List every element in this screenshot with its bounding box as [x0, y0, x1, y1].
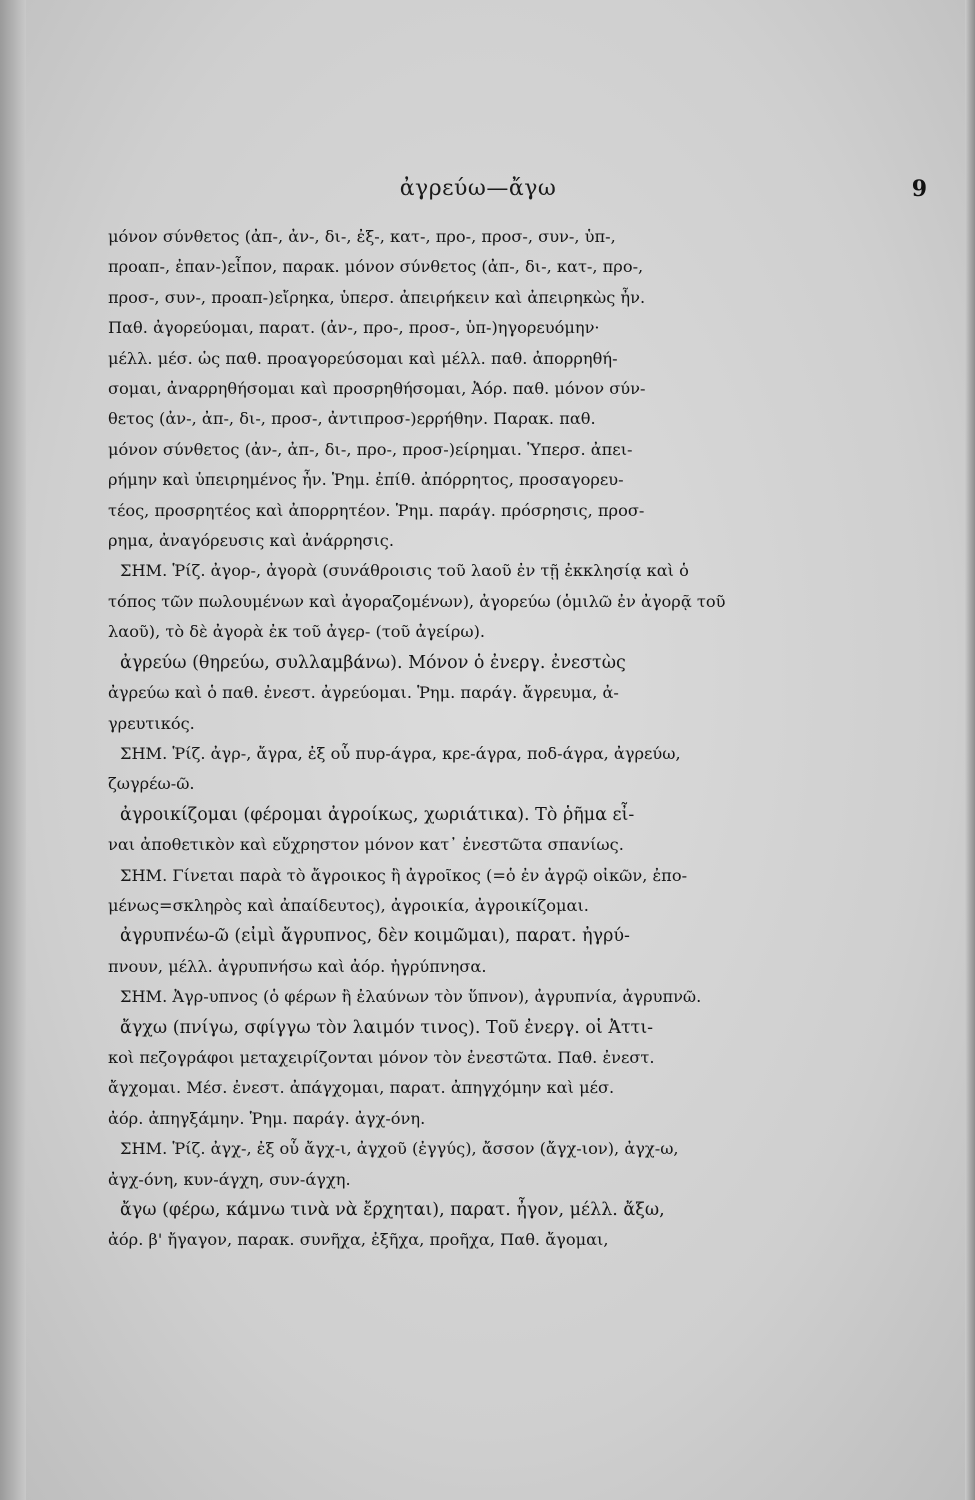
text-line: μέλλ. μέσ. ὡς παθ. προαγορεύσομαι καὶ μέλλ. παθ. ἀπορρηθή- — [108, 348, 618, 368]
running-title: ἀγρεύω—ἄγω — [399, 176, 557, 201]
text-line: προαπ-, ἐπαν-)εἶπον, παρακ. μόνον σύνθετος (ἀπ-, δι-, κατ-, προ-, — [108, 257, 644, 277]
text-line: σομαι, ἀναρρηθήσομαι καὶ προσρηθήσομαι, Ἀόρ. παθ. μόνον σύν- — [108, 379, 646, 399]
text-line: μόνον σύνθετος (ἀπ-, ἀν-, δι-, ἐξ-, κατ-, προ-, προσ-, συν-, ὑπ-, — [108, 227, 616, 246]
text-line: ἄγχομαι. Μέσ. ἐνεστ. ἀπάγχομαι, παρατ. ἀπηγχόμην καὶ μέσ. — [108, 1078, 615, 1098]
entry-headword-line: ἄγω (φέρω, κάμνω τινὰ νὰ ἔρχηται), παρατ. ἦγον, μέλλ. ἄξω, — [120, 1200, 665, 1220]
page-edge-shadow — [965, 0, 975, 1500]
text-line: ἀόρ. β' ἤγαγον, παρακ. συνῆχα, ἐξῆχα, προῆχα, Παθ. ἄγομαι, — [108, 1230, 609, 1250]
note-line: ΣΗΜ. Γίνεται παρὰ τὸ ἄγροικος ἢ ἀγροῖκος (=ὁ ἐν ἀγρῷ οἰκῶν, ἐπο- — [120, 865, 688, 885]
note-line: ΣΗΜ. Ῥίζ. ἀγρ-, ἄγρα, ἐξ οὗ πυρ-άγρα, κρε-άγρα, ποδ-άγρα, ἀγρεύω, — [120, 743, 681, 763]
text-line: μόνον σύνθετος (ἀν-, ἀπ-, δι-, προ-, προσ-)είρημαι. Ὑπερσ. ἀπει- — [108, 439, 633, 459]
page-number: 9 — [911, 176, 927, 202]
entry-headword-line: ἄγχω (πνίγω, σφίγγω τὸν λαιμόν τινος). Τοῦ ἐνεργ. οἱ Ἀττι- — [120, 1017, 654, 1038]
note-line: ζωγρέω-ῶ. — [108, 774, 195, 794]
text-line: Παθ. ἀγορεύομαι, παρατ. (ἀν-, προ-, προσ-, ὑπ-)ηγορευόμην· — [108, 318, 600, 338]
note-line: ἀγχ-όνη, κυν-άγχη, συν-άγχη. — [108, 1169, 351, 1189]
entry-headword-line: ἀγρυπνέω-ῶ (εἰμὶ ἄγρυπνος, δὲν κοιμῶμαι), παρατ. ἠγρύ- — [120, 926, 630, 947]
text-line: ναι ἀποθετικὸν καὶ εὔχρηστον μόνον κατ᾽ ἐνεστῶτα σπανίως. — [108, 835, 624, 855]
note-line: τόπος τῶν πωλουμένων καὶ ἀγοραζομένων), ἀγορεύω (ὁμιλῶ ἐν ἀγορᾷ τοῦ — [108, 591, 726, 611]
text-line: πνουν, μέλλ. ἀγρυπνήσω καὶ ἀόρ. ἠγρύπνησα. — [108, 956, 487, 976]
text-line: γρευτικός. — [108, 713, 195, 733]
note-line: ΣΗΜ. Ἀγρ-υπνος (ὁ φέρων ἢ ἐλαύνων τὸν ὕπνον), ἀγρυπνία, ἀγρυπνῶ. — [120, 987, 702, 1007]
entry-headword-line: ἀγρεύω (θηρεύω, συλλαμβάνω). Μόνον ὁ ἐνεργ. ἐνεστὼς — [120, 652, 626, 673]
text-line: κοὶ πεζογράφοι μεταχειρίζονται μόνον τὸν ἐνεστῶτα. Παθ. ἐνεστ. — [108, 1047, 655, 1067]
text-line: ρημα, ἀναγόρευσις καὶ ἀνάρρησις. — [108, 531, 395, 551]
bottom-margin — [0, 1440, 975, 1500]
note-line: ΣΗΜ. Ῥίζ. ἀγορ-, ἀγορὰ (συνάθροισις τοῦ λαοῦ ἐν τῇ ἐκκλησίᾳ καὶ ὁ — [120, 561, 689, 581]
text-line: προσ-, συν-, προαπ-)εἴρηκα, ὑπερσ. ἀπειρήκειν καὶ ἀπειρηκὼς ἦν. — [108, 287, 646, 307]
text-line: ἀόρ. ἀπηγξάμην. Ῥημ. παράγ. ἀγχ-όνη. — [108, 1108, 426, 1128]
page-header — [0, 176, 975, 206]
text-line: τέος, προσρητέος καὶ ἀπορρητέον. Ῥημ. παράγ. πρόσρησις, προσ- — [108, 500, 645, 520]
note-line: λαοῦ), τὸ δὲ ἀγορὰ ἐκ τοῦ ἀγερ- (τοῦ ἀγείρω). — [108, 622, 486, 642]
note-line: μένως=σκληρὸς καὶ ἀπαίδευτος), ἀγροικία, ἀγροικίζομαι. — [108, 895, 589, 915]
entry-headword-line: ἀγροικίζομαι (φέρομαι ἀγροίκως, χωριάτικα). Τὸ ῥῆμα εἶ- — [120, 804, 635, 825]
page-binding-shadow — [0, 0, 26, 1500]
dictionary-text — [108, 222, 808, 1256]
text-line: ρήμην καὶ ὑπειρημένος ἦν. Ῥημ. ἐπίθ. ἀπόρρητος, προσαγορευ- — [108, 470, 624, 490]
note-line: ΣΗΜ. Ῥίζ. ἀγχ-, ἐξ οὗ ἄγχ-ι, ἀγχοῦ (ἐγγύς), ἄσσον (ἄγχ-ιον), ἀγχ-ω, — [120, 1139, 679, 1159]
text-line: θετος (ἀν-, ἀπ-, δι-, προσ-, ἀντιπροσ-)ερρήθην. Παρακ. παθ. — [108, 409, 596, 429]
text-line: ἀγρεύω καὶ ὁ παθ. ἐνεστ. ἀγρεύομαι. Ῥημ. παράγ. ἄγρευμα, ἀ- — [108, 683, 619, 703]
